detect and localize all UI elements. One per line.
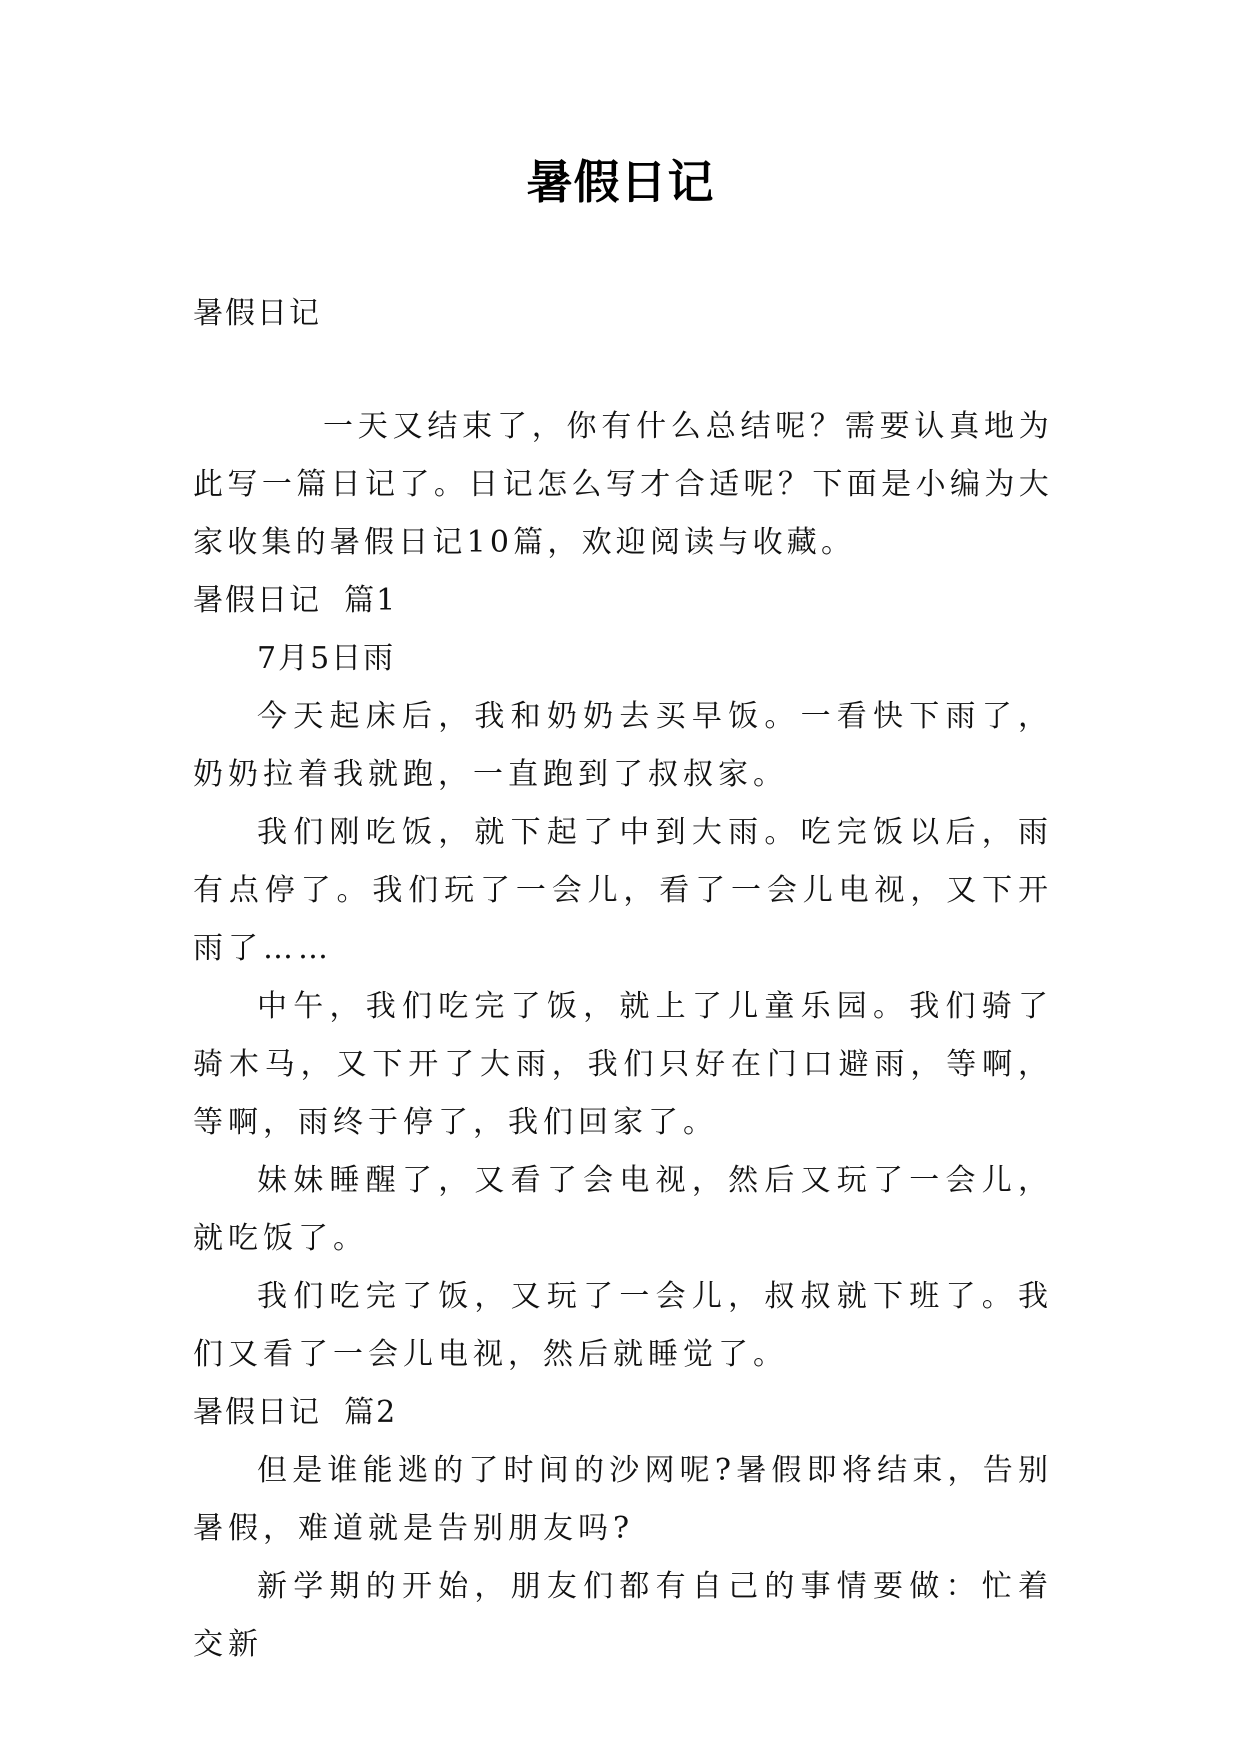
intro-paragraph: 一天又结束了，你有什么总结呢？需要认真地为此写一篇日记了。日记怎么写才合适呢？下面是小编为大家收集的暑假日记10篇，欢迎阅读与收藏。 — [193, 409, 1053, 560]
entry-heading: 暑假日记 篇2 — [193, 1395, 398, 1430]
entry-paragraph: 我们刚吃饭，就下起了中到大雨。吃完饭以后，雨有点停了。我们玩了一会儿，看了一会儿电视，又下开雨了…… — [193, 815, 1053, 966]
entry-paragraph: 中午，我们吃完了饭，就上了儿童乐园。我们骑了骑木马，又下开了大雨，我们只好在门口避雨，等啊，等啊，雨终于停了，我们回家了。 — [193, 989, 1053, 1140]
document-body — [193, 285, 1053, 1674]
document-subtitle: 暑假日记 — [193, 296, 321, 331]
entry-date: 7月5日雨 — [257, 641, 396, 676]
entry-paragraph: 但是谁能逃的了时间的沙网呢?暑假即将结束，告别暑假，难道就是告别朋友吗? — [193, 1453, 1053, 1546]
entry-paragraph: 今天起床后，我和奶奶去买早饭。一看快下雨了，奶奶拉着我就跑，一直跑到了叔叔家。 — [193, 699, 1053, 792]
entry-heading: 暑假日记 篇1 — [193, 583, 398, 618]
entry-paragraph: 妹妹睡醒了，又看了会电视，然后又玩了一会儿，就吃饭了。 — [193, 1163, 1053, 1256]
entry-paragraph: 新学期的开始，朋友们都有自己的事情要做：忙着交新 — [193, 1569, 1053, 1662]
entry-paragraph: 我们吃完了饭，又玩了一会儿，叔叔就下班了。我们又看了一会儿电视，然后就睡觉了。 — [193, 1279, 1053, 1372]
document-title: 暑假日记 — [526, 155, 715, 209]
